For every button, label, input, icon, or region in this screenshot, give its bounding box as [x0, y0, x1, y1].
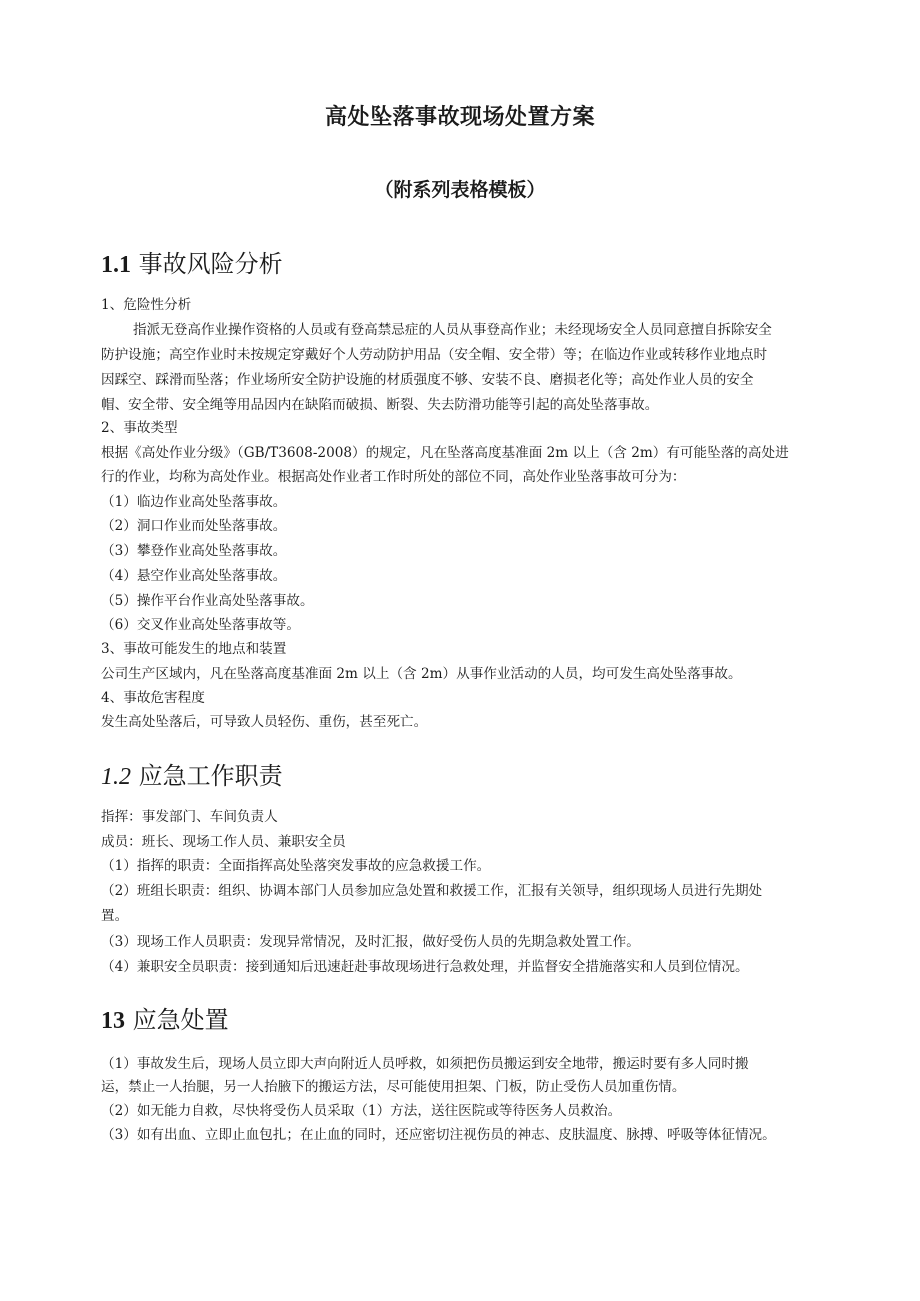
- text-line: 因踩空、踩滑而坠落；作业场所安全防护设施的材质强度不够、安装不良、磨损老化等；高处作业人员的安全: [101, 372, 754, 388]
- list-item: （6）交叉作业高处坠落事故等。: [101, 617, 300, 633]
- text-line: 2、事故类型: [101, 420, 178, 436]
- text-line: 1、危险性分析: [101, 297, 192, 313]
- text-line: 公司生产区域内，凡在坠落高度基准面 2m 以上（含 2m）从事作业活动的人员，均可发生高处坠落事故。: [101, 666, 742, 682]
- list-item: （1）事故发生后，现场人员立即大声向附近人员呼救，如须把伤员搬运到安全地带，搬运时要有多人同时搬: [101, 1056, 749, 1072]
- section-number: 13: [101, 1008, 125, 1034]
- list-item: （2）班组长职责：组织、协调本部门人员参加应急处置和救援工作，汇报有关领导，组织现场人员进行先期处: [101, 883, 763, 899]
- list-item: （3）现场工作人员职责：发现异常情况，及时汇报，做好受伤人员的先期急救处置工作。: [101, 934, 640, 950]
- list-item: （2）洞口作业而处坠落事故。: [101, 518, 287, 534]
- list-item: （5）操作平台作业高处坠落事故。: [101, 593, 314, 609]
- section-heading-1-2: [101, 756, 283, 791]
- list-item: （3）攀登作业高处坠落事故。: [101, 543, 287, 559]
- text-line: 3、事故可能发生的地点和装置: [101, 641, 287, 657]
- list-item: （1）指挥的职责：全面指挥高处坠落突发事故的应急救援工作。: [101, 858, 491, 874]
- section-title: 应急处置: [132, 1006, 229, 1034]
- list-item: （2）如无能力自救，尽快将受伤人员采取（1）方法，送往医院或等待医务人员救治。: [101, 1103, 622, 1119]
- section-heading-1-1: [101, 244, 283, 279]
- document-title: 高处坠落事故现场处置方案: [324, 105, 595, 130]
- text-line: 根据《高处作业分级》（GB/T3608-2008）的规定，凡在坠落高度基准面 2m 以上（含 2m）有可能坠落的高处进: [101, 445, 789, 461]
- list-item: （4）兼职安全员职责：接到通知后迅速赶赴事故现场进行急救处理，并监督安全措施落实和人员到位情况。: [101, 959, 749, 975]
- list-item: （1）临边作业高处坠落事故。: [101, 494, 287, 510]
- section-title: 应急工作职责: [138, 762, 283, 790]
- text-line: 指派无登高作业操作资格的人员或有登高禁忌症的人员从事登高作业；未经现场安全人员同意擅自拆除安全: [133, 322, 772, 338]
- section-title: 事故风险分析: [138, 250, 283, 278]
- text-line: 发生高处坠落后，可导致人员轻伤、重伤，甚至死亡。: [101, 714, 428, 730]
- text-line: 成员：班长、现场工作人员、兼职安全员: [101, 834, 346, 850]
- text-line: 运，禁止一人抬腿，另一人抬腋下的搬运方法，尽可能使用担架、门板，防止受伤人员加重伤情。: [101, 1079, 686, 1095]
- text-line: 防护设施；高空作业时未按规定穿戴好个人劳动防护用品（安全帽、安全带）等；在临边作业或转移作业地点时: [101, 347, 768, 363]
- text-line: 指挥：事发部门、车间负责人: [101, 809, 278, 825]
- text-line: 行的作业，均称为高处作业。根据高处作业者工作时所处的部位不同，高处作业坠落事故可分为：: [101, 469, 686, 485]
- section-heading-1-3: [101, 1000, 229, 1035]
- document-subtitle: （附系列表格模板）: [374, 179, 546, 201]
- text-line: 帽、安全带、安全绳等用品因内在缺陷而破损、断裂、失去防滑功能等引起的高处坠落事故。: [101, 397, 659, 413]
- list-item: （3）如有出血、立即止血包扎；在止血的同时，还应密切注视伤员的神志、皮肤温度、脉搏、呼吸等体征情况。: [101, 1127, 776, 1143]
- text-line: 4、事故危害程度: [101, 690, 205, 706]
- text-line: 置。: [101, 908, 129, 924]
- list-item: （4）悬空作业高处坠落事故。: [101, 568, 287, 584]
- section-number: 1.2: [101, 764, 131, 790]
- section-number: 1.1: [101, 252, 131, 278]
